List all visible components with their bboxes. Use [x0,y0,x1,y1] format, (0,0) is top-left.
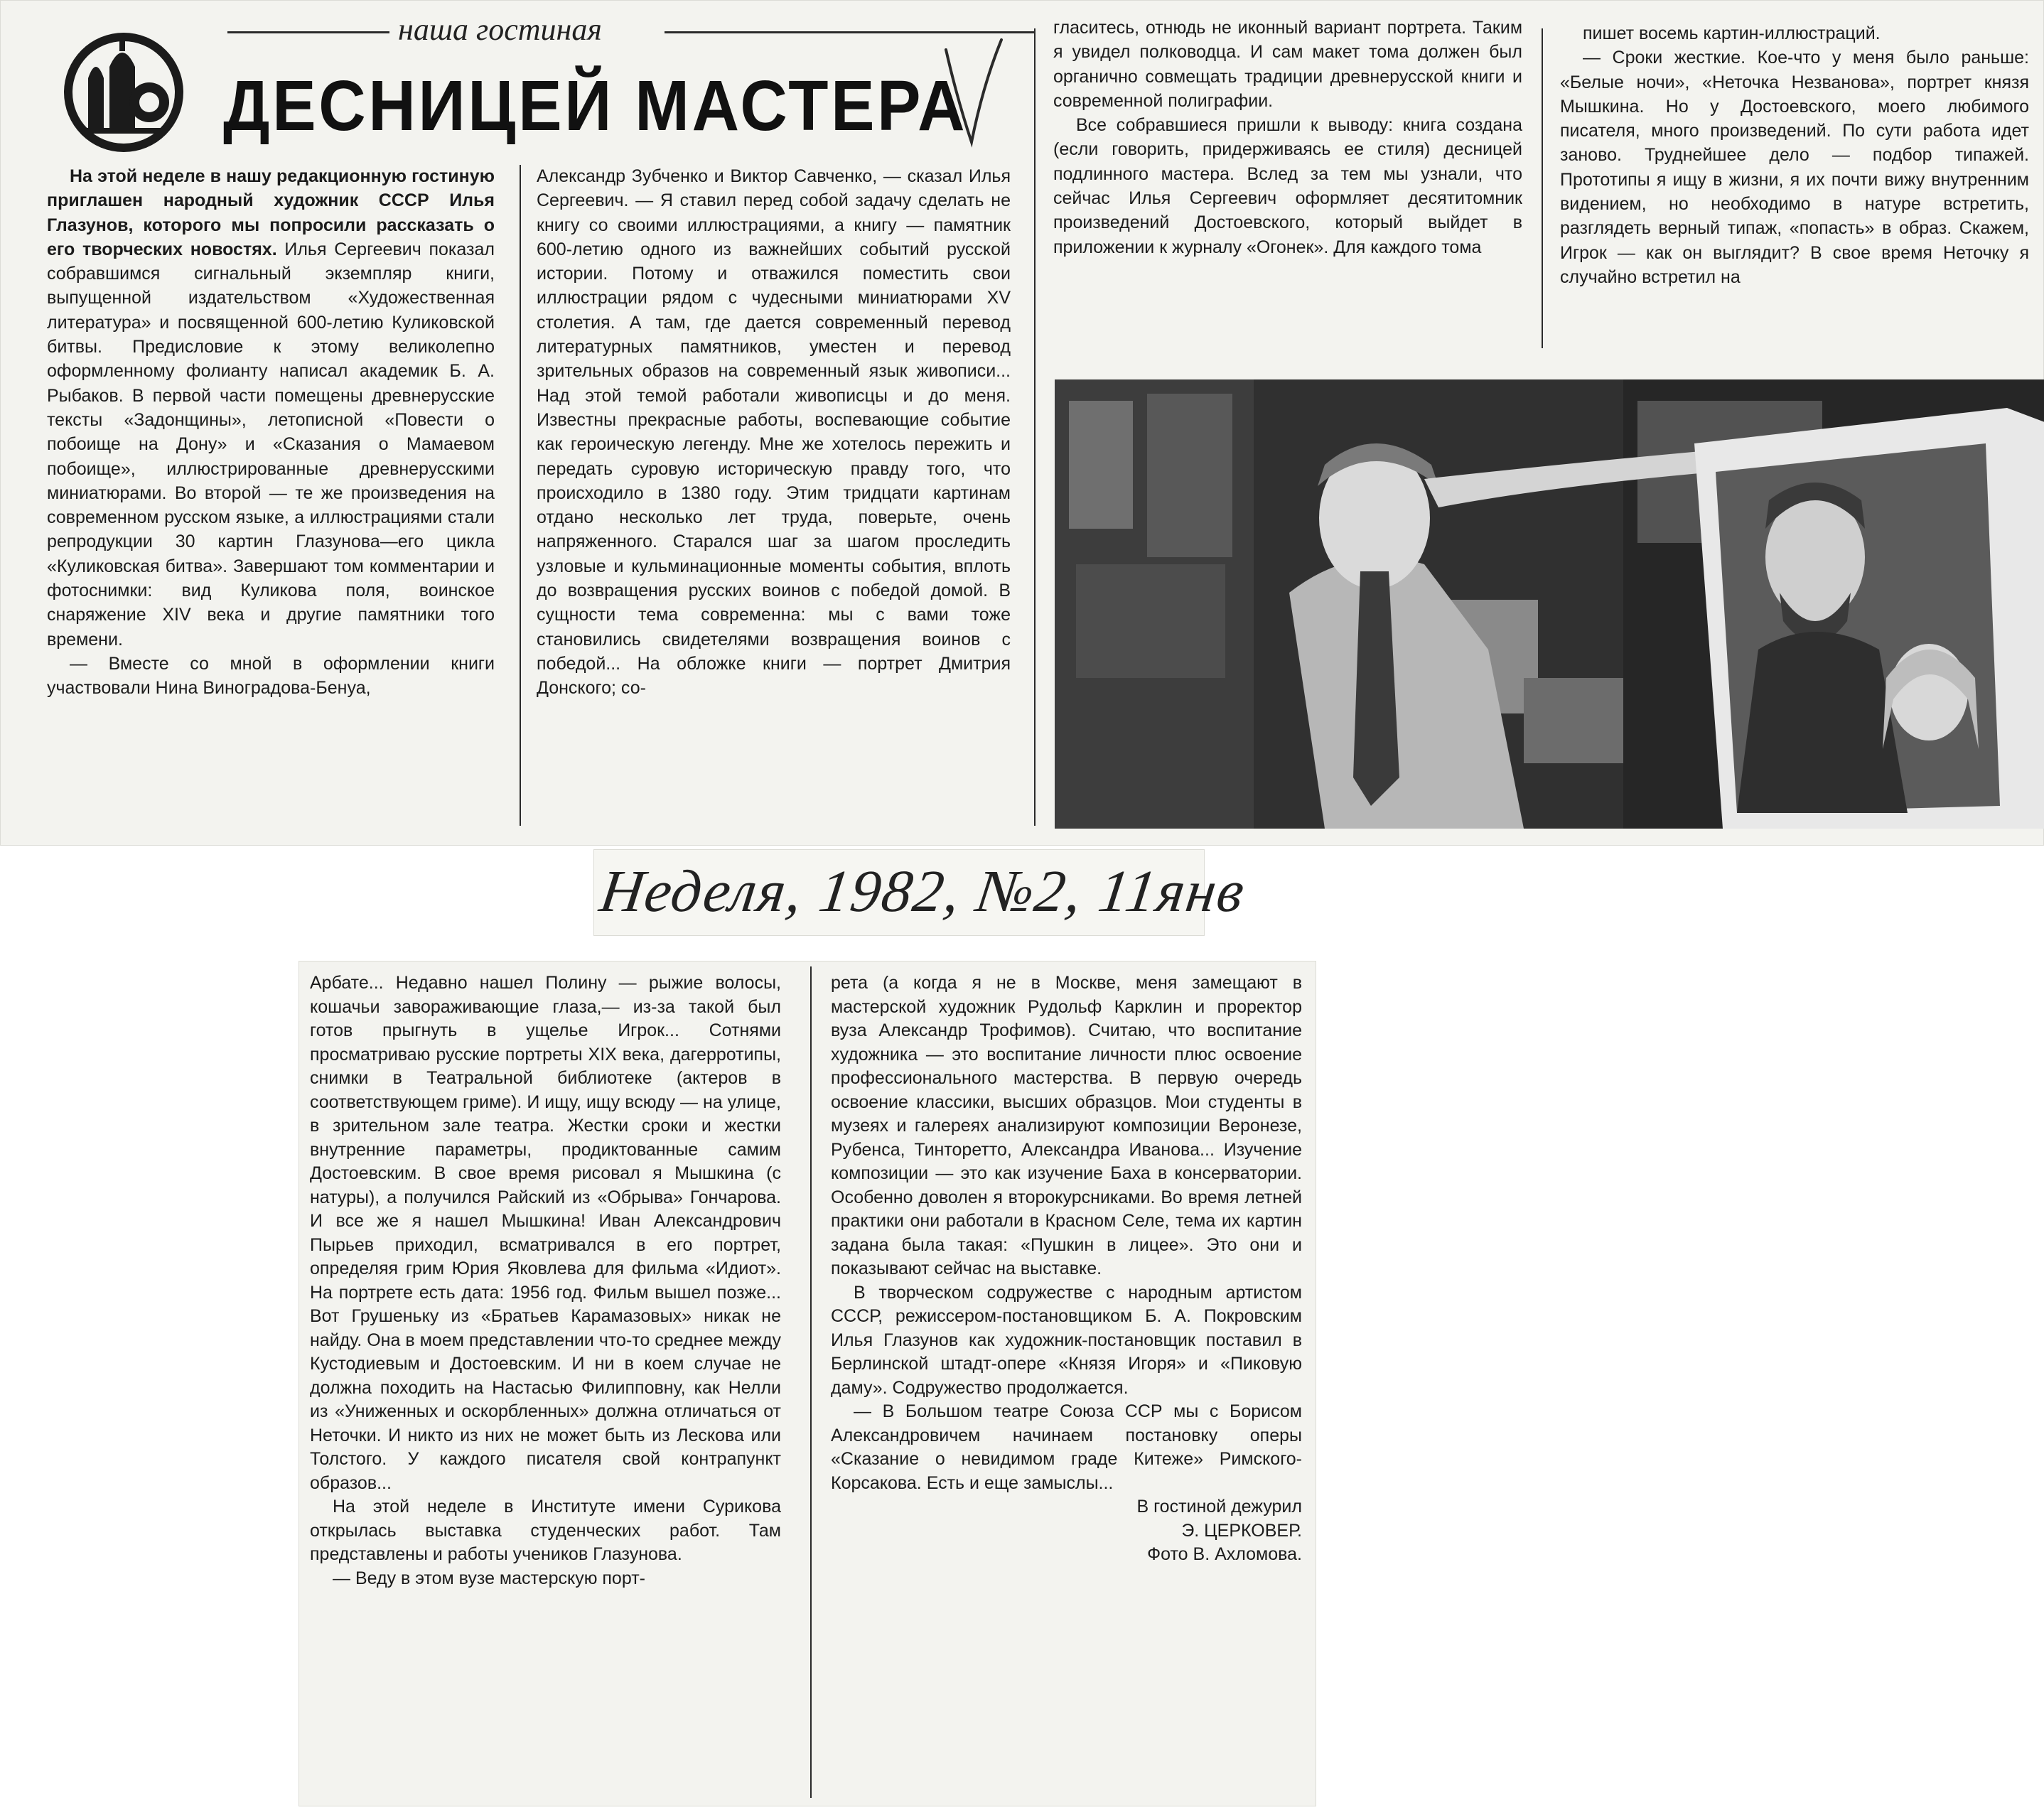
article-column-4 [1560,21,2029,289]
paragraph: На этой неделе в Институте имени Сурикова открылась выставка студенческих работ. Там представлены и работы учеников Глазунова. [310,1497,781,1564]
article-column-1 [47,164,495,701]
credit-photo: Фото В. Ахломова. [1147,1544,1302,1564]
paragraph: пишет восемь картин-иллюстраций. [1583,23,1881,43]
rubric-rule-left [227,31,389,33]
handwritten-note [596,853,1249,931]
rubric-rule-right [665,31,1034,33]
article-column-2 [537,164,1011,701]
handwritten-note-text: Неделя, 1982, №2, 11янв [596,858,1249,925]
paragraph: Александр Зубченко и Виктор Савченко, — сказал Илья Сергеевич. — Я ставил перед собой задачу сделать не книгу со своими иллюстрациями, а книгу — памятник 600-летию одного из важнейших событий русской истории. Потому и отважился поместить свои иллюстрации рядом с чудесными миниатюрами XV столетия. А там, где дается современный перевод литературных памятников, уместен и перевод зрительных образов на современный язык живописи... Над этой темой работали живописцы и до меня. Известны прекрасные работы, воспевающие событие как героическую легенду. Мне же хотелось пережить и передать суровую историческую правду того, что происходило в 1380 году. Этим тридцати картинам отдано несколько лет труда, поверьте, очень напряженного. Старался шаг за шагом проследить узловые и кульминационные моменты события, вплоть до возвращения русских воинов с победой домой. В сущности тема современна: мы с вами тоже становились свидетелями возвращения воинов с победой... На обложке книги — портрет Дмитрия Донского; со- [537,166,1011,699]
headline: ДЕСНИЦЕЙ МАСТЕРА [223,66,968,146]
paragraph: — Сроки жесткие. Кое-что у меня было раньше: «Белые ночи», «Неточка Незванова», портрет князя Мышкина. Но у Достоевского, моего любимого писателя, много произведений. По сути работа идет заново. Труднейшее дело — подбор типажей. Прототипы я ищу в жизни, я их почти вижу внутренним видением, но необходимо в натуре встретить, разглядеть верный типаж, «попасть» в образ. Скажем, Игрок — как он выглядит? В свое время Неточку я случайно встретил на [1560,48,2029,287]
gostinaya-logo-icon [60,28,188,156]
paragraph: Все собравшиеся пришли к выводу: книга создана (если говорить, придерживаясь ее стиля) десницей подлинного мастера. Вслед за тем мы узнали, что сейчас Илья Сергеевич оформляет десятитомник произведений Достоевского, который выйдет в приложении к журналу «Огонек». Для каждого тома [1053,115,1522,257]
article-column-5 [310,971,781,1590]
photo-glazunov-with-portrait [1055,379,2044,829]
column-divider [1542,28,1543,348]
rubric: наша гостиная [398,12,602,47]
paragraph: — Вместе со мной в оформлении книги участвовали Нина Виноградова-Бенуа, [47,653,495,699]
column-divider [520,165,521,826]
article-column-3 [1053,16,1522,259]
paragraph: В творческом содружестве с народным артистом СССР, режиссером-постановщиком Б. А. Покровским Илья Глазунов как художник-постановщик поставил в Берлинской штадт-опере «Князя Игоря» и «Пиковую даму». Содружество продолжается. [831,1282,1302,1398]
paragraph: рета (а когда я не в Москве, меня замещают в мастерской художник Рудольф Карклин и проректор вуза Александр Трофимов). Считаю, что воспитание художника — это воспитание личности плюс освоение профессионального мастерства. В первую очередь освоение классики, высших образцов. Мои студенты в музеях и галереях анализируют композиции Веронезе, Рубенса, Тинторетто, Александра Иванова... Изучение композиции — это как изучение Баха в консерватории. Особенно доволен я второкурсниками. Во время летней практики они работали в Красном Селе, тема их картин задана была такая: «Пушкин в лицее». Это они и показывают сейчас на выставке. [831,973,1302,1278]
paragraph: — В Большом театре Союза ССР мы с Борисом Александровичем начинаем постановку оперы «Сказание о невидимом граде Китеже» Римского-Корсакова. Есть и еще замыслы... [831,1401,1302,1493]
paragraph: — Веду в этом вузе мастерскую порт- [333,1568,645,1588]
checkmark-icon [942,36,1006,149]
column-divider [1034,28,1036,826]
article-column-6 [831,971,1302,1567]
credit-host: В гостиной дежурил [1136,1497,1302,1517]
paragraph: гласитесь, отнюдь не иконный вариант портрета. Таким я увидел полководца. И сам макет тома должен был органично совмещать традиции древнерусской книги и современной полиграфии. [1053,18,1522,111]
column-divider [810,966,812,1798]
credit-author: Э. ЦЕРКОВЕР. [1181,1520,1302,1541]
article-lead: На этой неделе в нашу редакционную гостиную приглашен народный художник СССР Илья Глазунов, которого мы попросили рассказать о его творческих новостях. [47,166,495,259]
paragraph: Илья Сергеевич показал собравшимся сигнальный экземпляр книги, выпущенной издательством «Художественная литература» и посвященной 600-летию Куликовской битвы. Предисловие к этому великолепно оформленному фолианту написал академик Б. А. Рыбаков. В первой части помещены древнерусские тексты «Задонщины», летописной «Повести о побоище на Дону» и «Сказания о Мамаевом побоище», иллюстрированные древнерусскими миниатюрами. Во второй — те же произведения на современном русском языке, а иллюстрациями стали репродукции 30 картин Глазунова—его цикла «Куликовская битва». Завершают том комментарии и фотоснимки: вид Куликова поля, воинское снаряжение XIV века и другие памятники того времени. [47,239,495,650]
paragraph: Арбате... Недавно нашел Полину — рыжие волосы, кошачьи завораживающие глаза,— из-за такой был готов прыгнуть в ущелье Игрок... Сотнями просматриваю русские портреты XIX века, дагерротипы, снимки в Театральной библиотеке (актеров в соответствующем гриме). И ищу, ищу всюду — на улице, в зрительном зале театра. Жестки сроки и жестки внутренние параметры, продиктованные самим Достоевским. В свое время рисовал я Мышкина (с натуры), а получился Райский из «Обрыва» Гончарова. И все же я нашел Мышкина! Иван Александрович Пырьев приходил, всматривался в его портрет, определяя грим Юрия Яковлева для фильма «Идиот». На портрете есть дата: 1956 год. Фильм вышел позже... Вот Грушеньку из «Братьев Карамазовых» никак не найду. Она в моем представлении что-то среднее между Кустодиевым и Достоевским. И ни в коем случае не должна походить на Настасью Филипповну, как Нелли из «Униженных и оскорбленных» должна отличаться от Неточки. И никто из них не может быть из Лескова или Толстого. У каждого писателя свой контрапункт образов... [310,973,781,1493]
